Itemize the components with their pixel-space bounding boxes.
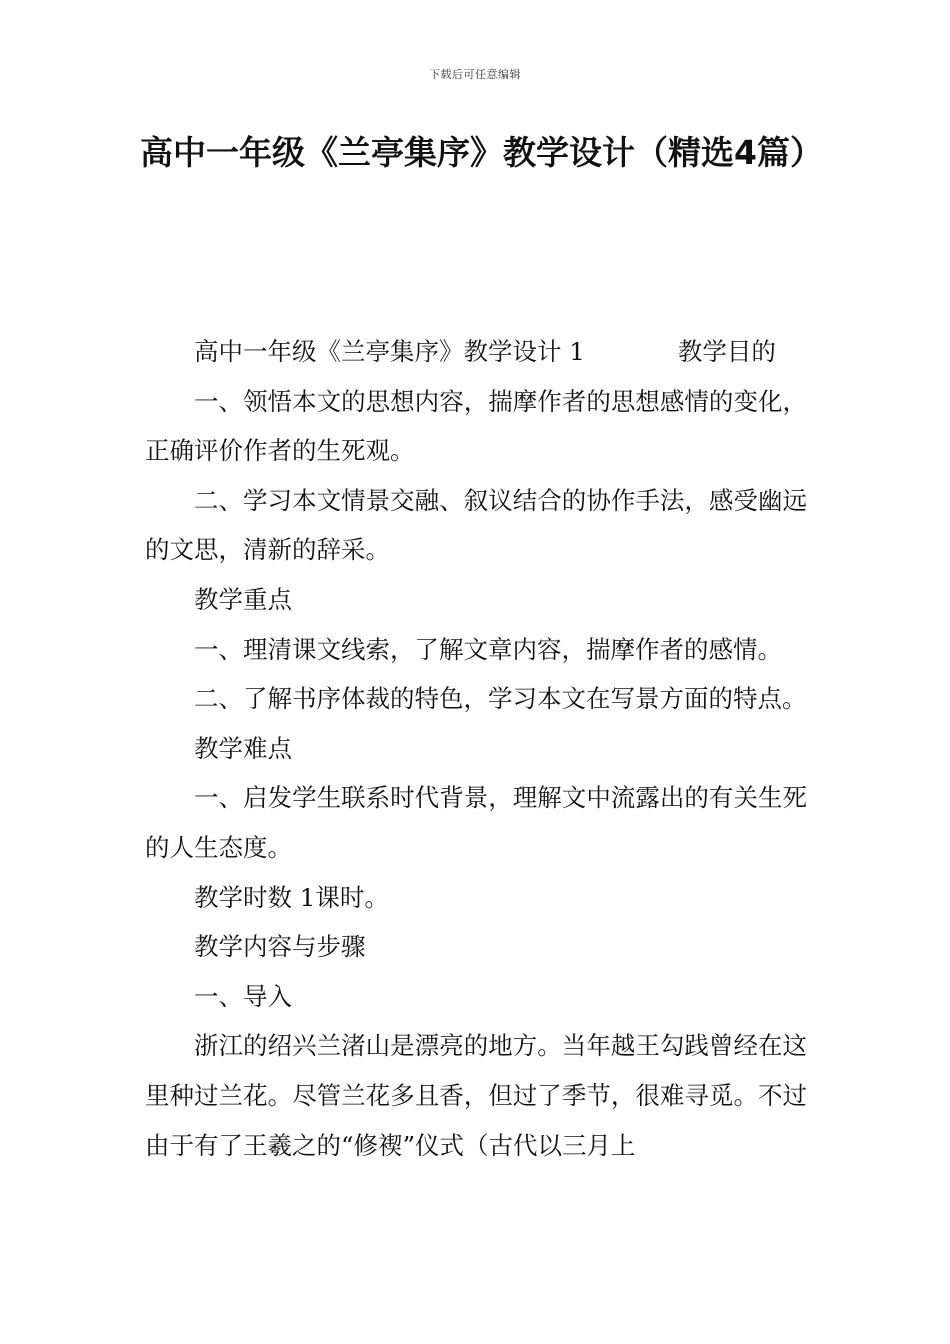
document-title: 高中一年级《兰亭集序》教学设计（精选4篇） [140,133,823,172]
paragraph: 一、启发学生联系时代背景，理解文中流露出的有关生死的人生态度。 [145,783,807,862]
paragraph: 二、了解书序体裁的特色，学习本文在写景方面的特点。 [194,684,807,714]
section-heading-line [145,327,807,377]
paragraph: 浙江的绍兴兰渚山是漂亮的地方。当年越王勾践曾经在这里种过兰花。尽管兰花多且香，但过了季节，很难寻觅。不过由于有了王羲之的“修褉”仪式（古代以三月上 [145,1031,807,1160]
paragraph: 教学时数 1课时。 [194,882,389,912]
paragraph-heading: 教学重点 [194,584,292,614]
header-note: 下载后可任意编辑 [429,68,521,81]
paragraph: 二、学习本文情景交融、叙议结合的协作手法，感受幽远的文思，清新的辞采。 [145,485,807,565]
paragraph: 一、领悟本文的思想内容，揣摩作者的思想感情的变化，正确评价作者的生死观。 [145,386,807,466]
section-title: 高中一年级《兰亭集序》教学设计 1 [194,337,585,366]
section-subheading: 教学目的 [677,337,776,366]
paragraph: 一、理清课文线索，了解文章内容，揣摩作者的感情。 [194,634,782,664]
paragraph: 一、导入 [194,981,292,1011]
document-body [145,327,807,1170]
paragraph-heading: 教学难点 [194,733,292,763]
paragraph-heading: 教学内容与步骤 [194,932,366,962]
